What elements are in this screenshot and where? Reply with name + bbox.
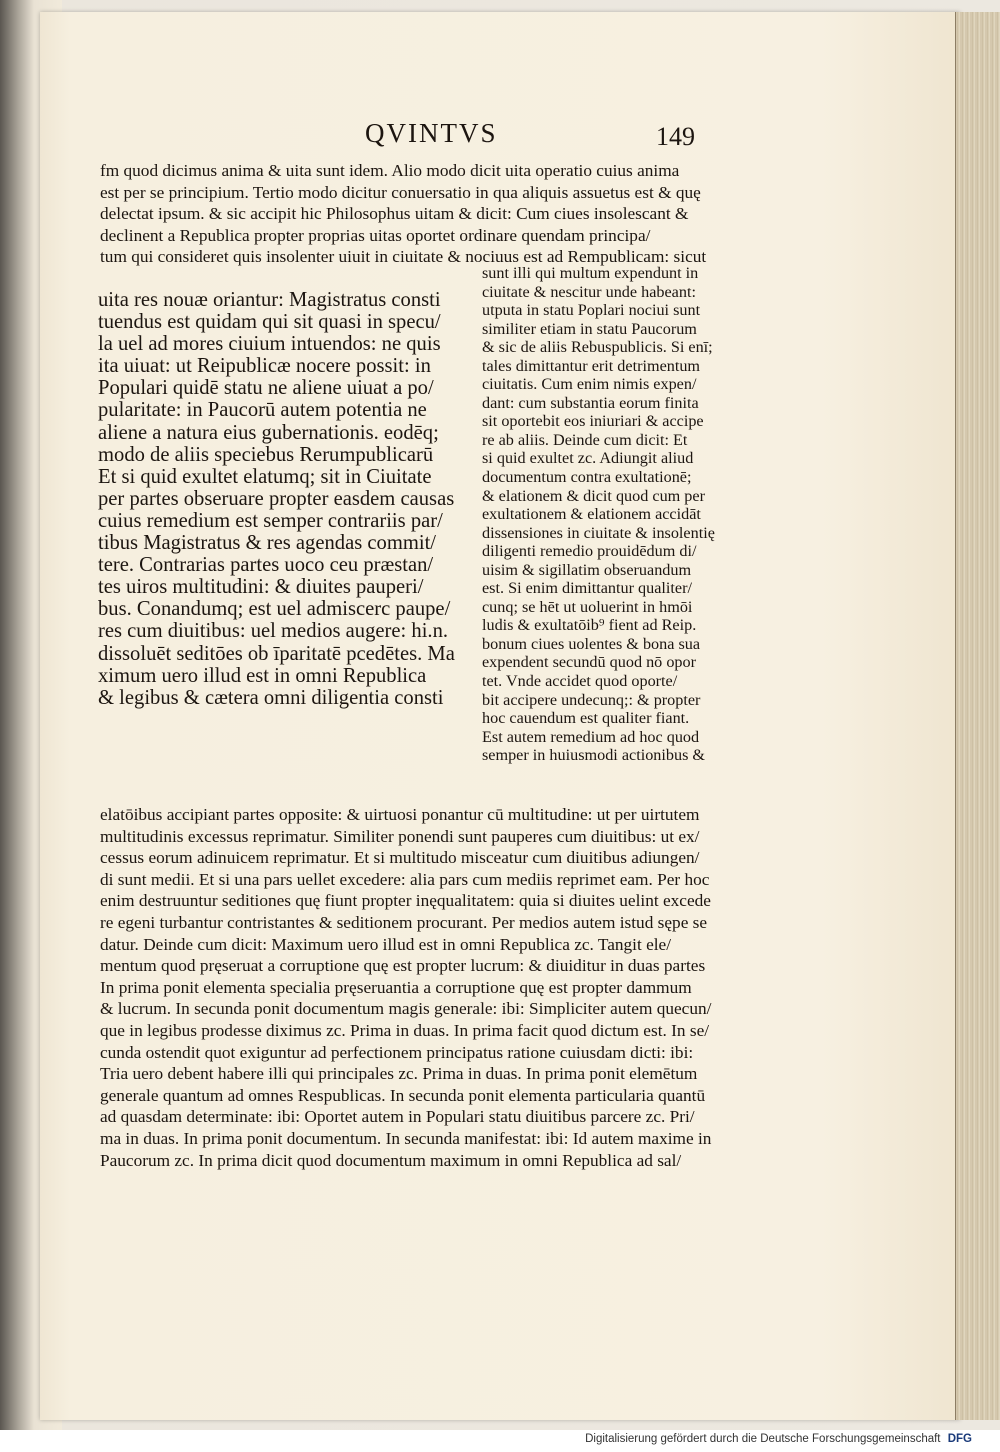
text-line: bonum ciues uolentes & bona sua [482,634,701,653]
text-line: & legibus & cætera omni diligentia consti [98,686,444,709]
text-line: pularitate: in Paucorū autem potentia ne [98,399,427,422]
text-line: per partes obseruare propter easdem causas [98,487,455,510]
text-line: fm quod dicimus anima & uita sunt idem. Alio modo dicit uita operatio cuius anima [100,161,680,180]
text-line: tales dimittantur erit detrimentum [482,356,701,375]
text-line: modo de aliis speciebus Rerumpublicarū [98,443,434,466]
text-line: res cum diuitibus: uel medios augere: hi.n. [98,620,449,643]
text-line: bus. Conandumq; est uel admiscerc paupe/ [98,598,451,621]
text-line: sit oportebit eos iniuriari & accipe [482,412,704,431]
text-line: tet. Vnde accidet quod oporte/ [482,672,678,691]
text-line: ma in duas. In prima ponit documentum. In secunda manifestat: ibi: Id autem maxime in [100,1128,712,1148]
text-line: utputa in statu Poplari nociui sunt [482,301,701,320]
text-line: la uel ad mores ciuium intuendos: ne quis [98,333,441,356]
text-line: Tria uero debent habere illi qui principales zc. Prima in duas. In prima ponit elemētum [100,1064,698,1084]
text-line: cunda ostendit quot exiguntur ad perfectionem principatus ratione cuiusdam dicti: ibi: [100,1042,694,1062]
text-line: In prima ponit elementa specialia pręseruantia a corruptione quę est propter dammum [100,977,692,997]
text-line: exultationem & elationem accidāt [482,505,701,524]
text-line: tuendus est quidam qui sit quasi in specu/ [98,311,441,334]
side-commentary-column [482,264,715,765]
text-line: similiter etiam in statu Paucorum [482,319,697,338]
text-line: ita uiuat: ut Reipublicæ nocere possit: in [98,355,431,378]
text-line: ludis & exultatōib⁹ fient ad Reip. [482,616,697,635]
text-line: multitudinis excessus reprimatur. Similiter ponendi sunt pauperes cum diuitibus: ut ex/ [100,826,700,846]
text-line: & elationem & dicit quod cum per [482,486,705,505]
text-line: declinent a Republica propter proprias uitas oportet ordinare quendam principa/ [100,225,651,245]
text-line: tere. Contrarias partes uoco ceu præstan/ [98,554,434,577]
text-line: cuius remedium est semper contrariis par/ [98,509,443,532]
text-line: & sic de aliis Rebuspublicis. Si enī; [482,338,713,357]
text-line: ad quasdam determinate: ibi: Oportet autem in Populari statu diuitibus parcere zc. Pri/ [100,1107,695,1127]
text-line: datur. Deinde cum dicit: Maximum uero illud est in omni Republica zc. Tangit ele/ [100,934,672,954]
text-line: hoc cauendum est qualiter fiant. [482,709,690,728]
text-line: cunq; se hēt ut uoluerint in hmōi [482,597,693,616]
text-line: semper in huiusmodi actionibus & [482,746,706,765]
text-line: enim destruuntur seditiones quę fiunt propter inęqualitatem: quia si diuites uelint excede [100,891,711,911]
page-block-edge [955,12,1000,1420]
text-line: tibus Magistratus & res agendas commit/ [98,532,437,555]
footer-credit [585,1433,972,1445]
text-line: ciuitatis. Cum enim nimis expen/ [482,375,697,394]
text-line: Et si quid exultet elatumq; sit in Ciuitate [98,465,432,488]
text-line: delectat ipsum. & sic accipit hic Philosophus uitam & dicit: Cum ciues insolescant & [100,204,689,224]
commentary-bottom [100,804,711,1171]
text-line: sunt illi qui multum expendunt in [482,264,699,282]
text-line: tes uiros multitudini: & diuites pauperi/ [98,576,424,599]
text-line: est. Si enim dimittantur qualiter/ [482,579,692,598]
text-line: mentum quod pręseruat a corruptione quę est propter lucrum: & diuiditur in duas partes [100,956,706,976]
text-line: aliene a natura eius gubernationis. eodēq; [98,421,439,444]
text-line: ciuitate & nescitur unde habeant: [482,282,696,301]
text-line: que in legibus prodesse diximus zc. Prima in duas. In prima facit quod dictum est. In se/ [100,1020,710,1040]
text-line: di sunt medii. Et si una pars uellet excedere: alia pars cum mediis reprimet eam. Per hoc [100,869,710,889]
text-line: documentum contra exultationē; [482,468,692,487]
text-line: ximum uero illud est in omni Republica [98,664,427,687]
footer-credit-text: Digitalisierung gefördert durch die Deutsche Forschungsgemeinschaft [585,1433,941,1445]
main-text-column [98,289,455,709]
page-number: 149 [656,122,695,151]
text-line: Populari quidē statu ne aliene uiuat a po/ [98,377,434,400]
text-line: tum qui consideret quis insolenter uiuit in ciuitate & nociuus est ad Rempublicam: sicut [100,247,707,267]
running-title: QVINTVS [365,118,498,148]
text-line: & lucrum. In secunda ponit documentum magis generale: ibi: Simpliciter autem quecun/ [100,999,712,1019]
dfg-logo-icon: DFG [947,1433,972,1445]
text-line: dissensiones in ciuitate & insolentię [482,523,715,542]
text-line: generale quantum ad omnes Respublicas. In secunda ponit elementa particularia quantū [100,1085,706,1105]
text-line: re egeni turbantur contristantes & seditionem procurant. Per medios autem istud sępe se [100,912,708,932]
text-line: Paucorum zc. In prima dicit quod documentum maximum in omni Republica ad sal/ [100,1150,682,1170]
commentary-top [100,160,706,268]
text-line: re ab aliis. Deinde cum dicit: Et [482,430,688,449]
text-line: dissoluēt seditōes ob īparitatē pcedētes. Ma [98,642,455,665]
text-line: est per se principium. Tertio modo dicitur conuersatio in qua aliquis assuetus est & quę [100,182,701,202]
text-line: expendent secundū quod nō opor [482,653,696,672]
text-line: cessus eorum adinuicem reprimatur. Et si multitudo misceatur cum diuitibus adiungen/ [100,848,700,868]
text-line: bit accipere undecunq;: & propter [482,690,701,709]
text-line: Est autem remedium ad hoc quod [482,727,700,746]
text-line: si quid exultet zc. Adiungit aliud [482,449,694,468]
text-line: uisim & sigillatim obseruandum [482,560,692,579]
text-line: uita res nouæ oriantur: Magistratus consti [98,289,441,311]
text-line: diligenti remedio prouidēdum di/ [482,542,697,561]
text-line: dant: cum substantia eorum finita [482,393,699,412]
text-line: elatōibus accipiant partes opposite: & uirtuosi ponantur cū multitudine: ut per uirtutem [100,805,700,824]
digitization-footer [0,1430,1000,1452]
